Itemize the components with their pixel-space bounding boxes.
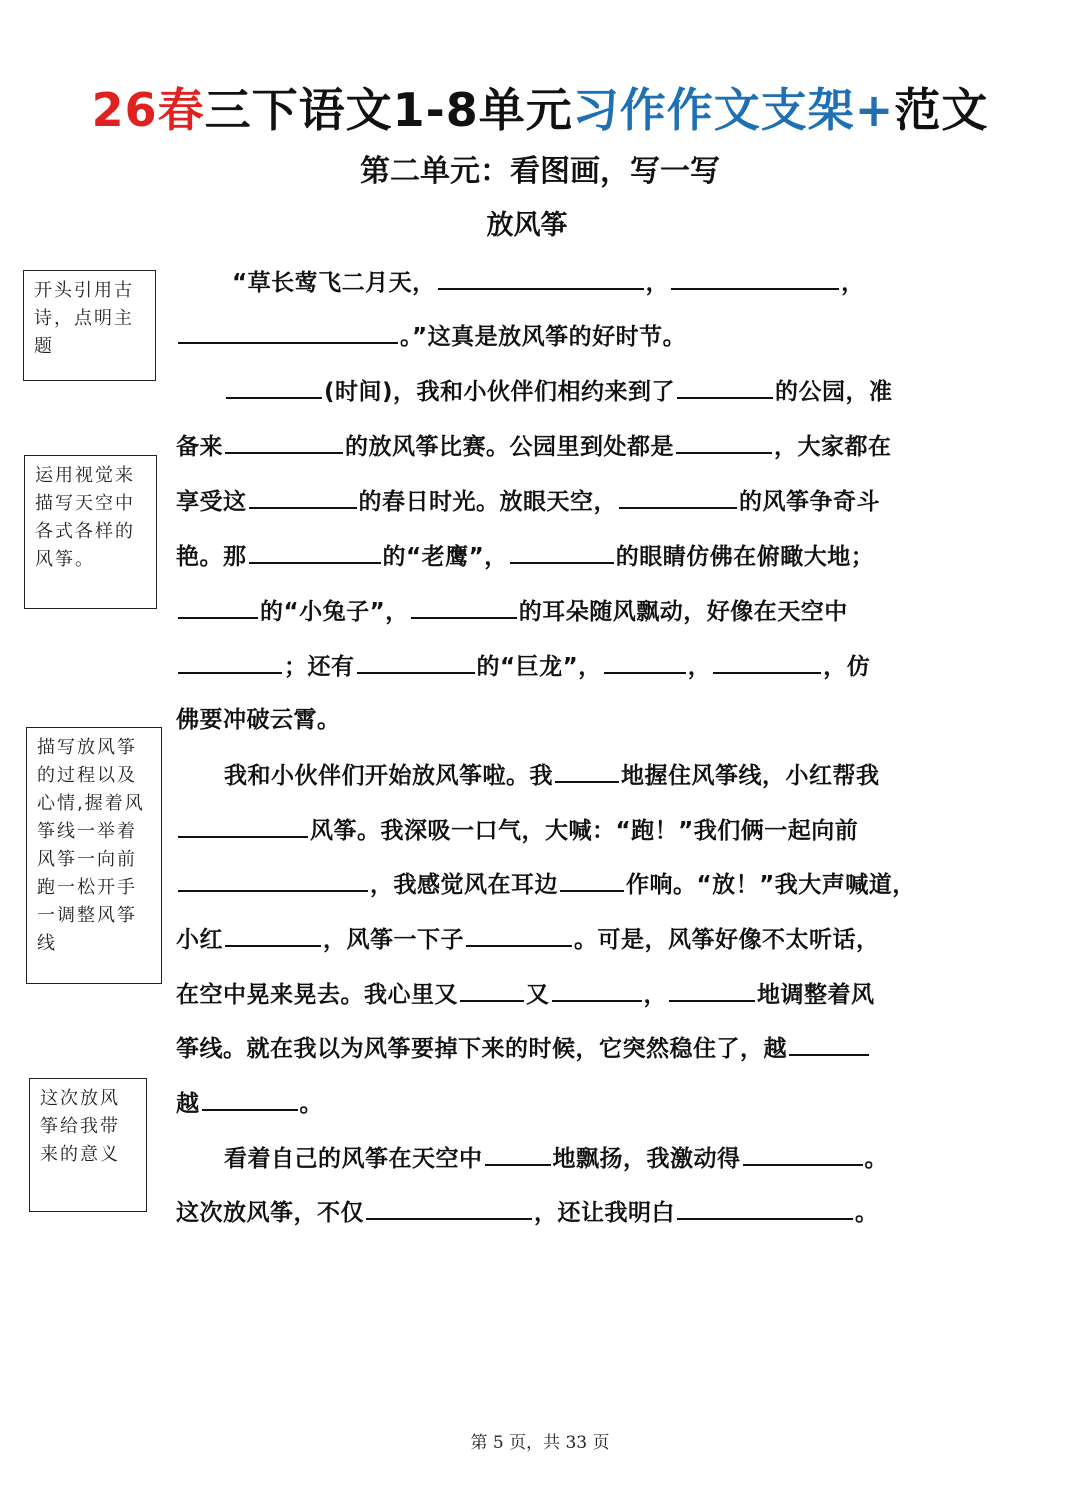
fill-blank[interactable] [671, 262, 839, 290]
fill-blank[interactable] [178, 646, 282, 674]
essay-line-18: 这次放风筝，不仅 ，还让我明白 。 [176, 1192, 906, 1232]
fill-blank[interactable] [619, 481, 737, 509]
fill-blank[interactable] [411, 591, 517, 619]
essay-line-17: 看着自己的风筝在天空中 地飘扬，我激动得 。 [176, 1138, 906, 1178]
essay-line-13: 小红 ，风筝一下子 。可是，风筝好像不太听话， [176, 919, 906, 959]
fill-blank[interactable] [226, 371, 322, 399]
essay-title: 放风筝 [486, 210, 568, 241]
fill-blank[interactable] [202, 1083, 298, 1111]
fill-blank[interactable] [357, 646, 475, 674]
fill-blank[interactable] [604, 646, 686, 674]
fill-blank[interactable] [225, 426, 343, 454]
fill-blank[interactable] [676, 426, 772, 454]
fill-blank[interactable] [560, 864, 624, 892]
fill-blank[interactable] [466, 919, 572, 947]
essay-line-6: 艳。那 的“老鹰”， 的眼睛仿佛在俯瞰大地； [176, 536, 906, 576]
fill-blank[interactable] [555, 755, 619, 783]
fill-blank[interactable] [677, 1192, 853, 1220]
document-title: 26春三下语文1-8单元习作作文支架+范文 [91, 83, 989, 137]
fill-blank[interactable] [178, 810, 308, 838]
fill-blank[interactable] [743, 1138, 863, 1166]
fill-blank[interactable] [178, 316, 398, 344]
fill-blank[interactable] [789, 1028, 869, 1056]
essay-line-16: 越 。 [176, 1083, 906, 1123]
essay-line-15: 筝线。就在我以为风筝要掉下来的时候，它突然稳住了，越 [176, 1028, 906, 1068]
fill-blank[interactable] [677, 371, 773, 399]
essay-line-4: 备来 的放风筝比赛。公园里到处都是 ，大家都在 [176, 426, 906, 466]
essay-line-11: 风筝。我深吸一口气，大喊：“跑！”我们俩一起向前 [176, 810, 906, 850]
margin-note-meaning: 这次放风筝给我带来的意义 [29, 1078, 147, 1212]
fill-blank[interactable] [178, 591, 258, 619]
fill-blank[interactable] [510, 536, 614, 564]
fill-blank[interactable] [249, 536, 381, 564]
essay-line-9: 佛要冲破云霄。 [176, 707, 341, 733]
fill-blank[interactable] [366, 1192, 532, 1220]
essay-line-1: “草长莺飞二月天， ， ， [176, 262, 906, 302]
fill-blank[interactable] [438, 262, 644, 290]
fill-blank[interactable] [485, 1138, 551, 1166]
fill-blank[interactable] [460, 974, 524, 1002]
fill-blank[interactable] [225, 919, 321, 947]
fill-blank[interactable] [249, 481, 357, 509]
margin-note-process: 描写放风筝的过程以及心情,握着风筝线一举着风筝一向前跑一松开手一调整风筝线 [26, 727, 162, 984]
margin-note-opening: 开头引用古诗，点明主题 [23, 270, 156, 381]
margin-note-visual: 运用视觉来描写天空中各式各样的风筝。 [24, 455, 157, 609]
fill-blank[interactable] [669, 974, 755, 1002]
essay-line-10: 我和小伙伴们开始放风筝啦。我 地握住风筝线，小红帮我 [176, 755, 906, 795]
essay-line-14: 在空中晃来晃去。我心里又 又 ， 地调整着风 [176, 974, 906, 1014]
essay-line-5: 享受这 的春日时光。放眼天空， 的风筝争奇斗 [176, 481, 906, 521]
page-number: 第 5 页，共 33 页 [470, 1433, 610, 1453]
essay-line-8: ；还有 的“巨龙”， ， ，仿 [176, 646, 906, 686]
essay-line-2: 。”这真是放风筝的好时节。 [176, 316, 906, 356]
essay-line-7: 的“小兔子”， 的耳朵随风飘动，好像在天空中 [176, 591, 906, 631]
essay-line-12: ，我感觉风在耳边 作响。“放！”我大声喊道， [176, 864, 906, 904]
fill-blank[interactable] [178, 864, 368, 892]
unit-subtitle: 第二单元：看图画，写一写 [360, 154, 720, 189]
fill-blank[interactable] [713, 646, 821, 674]
fill-blank[interactable] [552, 974, 642, 1002]
essay-line-3: (时间)，我和小伙伴们相约来到了 的公园，准 [176, 371, 906, 411]
